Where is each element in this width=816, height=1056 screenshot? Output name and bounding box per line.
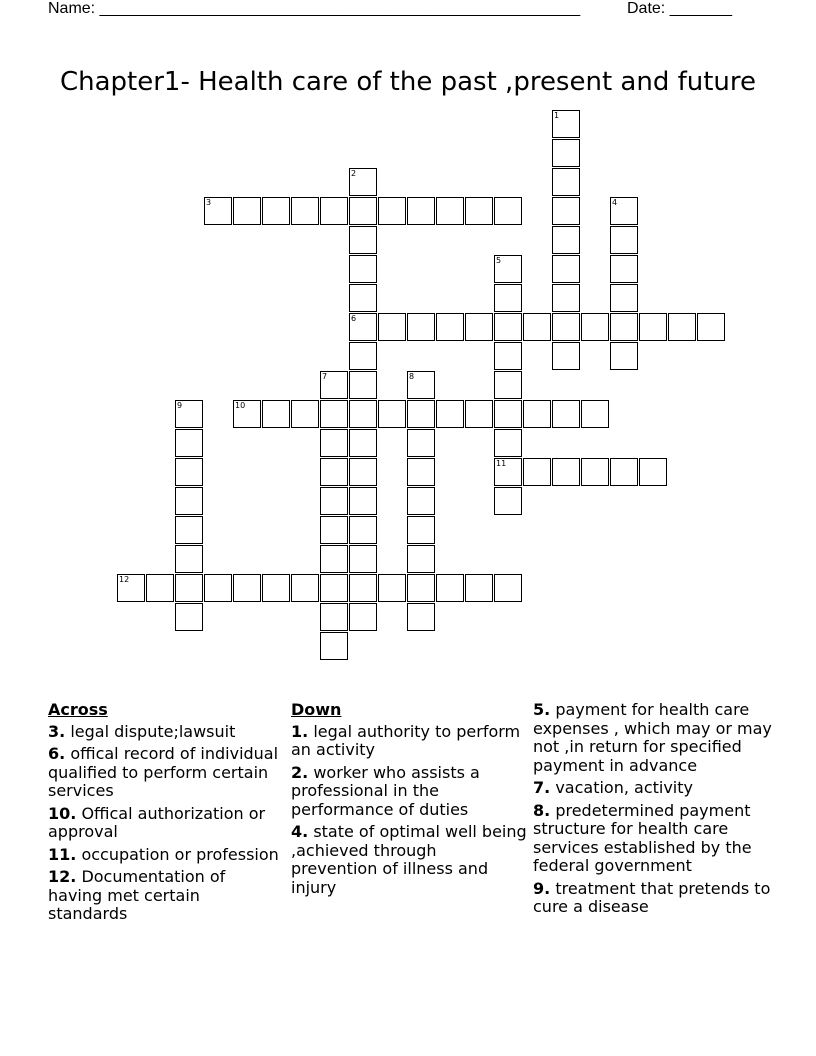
grid-cell[interactable] [436, 197, 464, 225]
grid-cell[interactable] [204, 574, 232, 602]
grid-cell[interactable] [552, 284, 580, 312]
grid-cell[interactable] [494, 400, 522, 428]
grid-cell[interactable] [320, 487, 348, 515]
grid-cell[interactable] [378, 400, 406, 428]
clue-text: treatment that pretends to cure a disease [533, 878, 771, 916]
grid-cell[interactable] [320, 371, 348, 399]
grid-cell[interactable] [291, 197, 319, 225]
grid-cell[interactable] [407, 458, 435, 486]
clue-text: occupation or profession [81, 844, 279, 864]
clue-number-label: 4 [612, 198, 618, 207]
clue-number-label: 1 [554, 111, 560, 120]
clue-text: predetermined payment structure for health care services established by the federal government [533, 800, 752, 875]
clue-number: 2. [291, 762, 309, 782]
grid-cell[interactable] [320, 574, 348, 602]
grid-cell[interactable] [407, 429, 435, 457]
grid-cell[interactable] [610, 458, 638, 486]
grid-cell[interactable] [175, 545, 203, 573]
grid-cell[interactable] [349, 487, 377, 515]
across-clue-3 [48, 723, 284, 742]
grid-cell[interactable] [349, 400, 377, 428]
grid-cell[interactable] [233, 400, 261, 428]
grid-cell[interactable] [320, 197, 348, 225]
grid-cell[interactable] [523, 400, 551, 428]
across-clue-11 [48, 846, 284, 865]
grid-cell[interactable] [262, 574, 290, 602]
grid-cell[interactable] [407, 400, 435, 428]
grid-cell[interactable] [494, 487, 522, 515]
clue-number: 3. [48, 721, 66, 741]
down-clues-col-2 [533, 701, 773, 921]
grid-cell[interactable] [407, 313, 435, 341]
grid-cell[interactable] [581, 400, 609, 428]
grid-cell[interactable] [581, 458, 609, 486]
grid-cell[interactable] [349, 313, 377, 341]
clue-number-label: 8 [409, 372, 415, 381]
grid-cell[interactable] [175, 400, 203, 428]
grid-cell[interactable] [552, 400, 580, 428]
clue-number: 7. [533, 778, 551, 797]
across-clue-6 [48, 745, 284, 801]
clue-number: 8. [533, 800, 551, 820]
grid-cell[interactable] [697, 313, 725, 341]
grid-cell[interactable] [349, 458, 377, 486]
grid-cell[interactable] [552, 255, 580, 283]
grid-cell[interactable] [233, 197, 261, 225]
grid-cell[interactable] [175, 487, 203, 515]
grid-cell[interactable] [175, 429, 203, 457]
grid-cell[interactable] [494, 342, 522, 370]
grid-cell[interactable] [436, 400, 464, 428]
grid-cell[interactable] [581, 313, 609, 341]
grid-cell[interactable] [610, 313, 638, 341]
date-field-label: Date: _______ [627, 0, 732, 17]
grid-cell[interactable] [552, 168, 580, 196]
grid-cell[interactable] [407, 516, 435, 544]
grid-cell[interactable] [349, 545, 377, 573]
clue-number: 9. [533, 878, 551, 898]
grid-cell[interactable] [494, 574, 522, 602]
grid-cell[interactable] [204, 197, 232, 225]
clue-number: 12. [48, 867, 77, 886]
grid-cell[interactable] [610, 342, 638, 370]
grid-cell[interactable] [378, 197, 406, 225]
grid-cell[interactable] [146, 574, 174, 602]
clue-number: 4. [291, 822, 309, 841]
grid-cell[interactable] [465, 574, 493, 602]
clue-text: Documentation of having met certain standards [48, 867, 226, 923]
grid-cell[interactable] [349, 197, 377, 225]
grid-cell[interactable] [494, 313, 522, 341]
grid-cell[interactable] [552, 458, 580, 486]
grid-cell[interactable] [262, 197, 290, 225]
grid-cell[interactable] [552, 313, 580, 341]
grid-cell[interactable] [465, 313, 493, 341]
grid-cell[interactable] [494, 255, 522, 283]
clue-number: 6. [48, 744, 66, 763]
grid-cell[interactable] [639, 313, 667, 341]
grid-cell[interactable] [494, 371, 522, 399]
grid-cell[interactable] [610, 197, 638, 225]
clue-number-label: 7 [322, 372, 328, 381]
grid-cell[interactable] [610, 284, 638, 312]
grid-cell[interactable] [436, 574, 464, 602]
clue-number-label: 3 [206, 198, 212, 207]
grid-cell[interactable] [465, 197, 493, 225]
grid-cell[interactable] [552, 139, 580, 167]
grid-cell[interactable] [320, 632, 348, 660]
grid-cell[interactable] [378, 313, 406, 341]
grid-cell[interactable] [552, 197, 580, 225]
grid-cell[interactable] [349, 284, 377, 312]
grid-cell[interactable] [494, 197, 522, 225]
clue-number: 11. [48, 844, 77, 864]
grid-cell[interactable] [494, 284, 522, 312]
grid-cell[interactable] [262, 400, 290, 428]
grid-cell[interactable] [523, 313, 551, 341]
grid-cell[interactable] [320, 400, 348, 428]
grid-cell[interactable] [349, 255, 377, 283]
grid-cell[interactable] [349, 429, 377, 457]
clue-number-label: 6 [351, 314, 357, 323]
grid-cell[interactable] [349, 226, 377, 254]
grid-cell[interactable] [610, 226, 638, 254]
clue-number: 5. [533, 700, 551, 719]
grid-cell[interactable] [378, 574, 406, 602]
grid-cell[interactable] [320, 516, 348, 544]
grid-cell[interactable] [407, 487, 435, 515]
down-clue-8 [533, 802, 773, 876]
grid-cell[interactable] [610, 255, 638, 283]
clue-number-label: 2 [351, 169, 357, 178]
grid-cell[interactable] [349, 371, 377, 399]
grid-cell[interactable] [291, 400, 319, 428]
clue-text: payment for health care expenses , which may or may not ,in return for specified payment in advance [533, 700, 772, 775]
name-field-label: Name: ______________________________________________________ [48, 0, 581, 17]
clue-text: vacation, activity [555, 778, 693, 797]
grid-cell[interactable] [552, 226, 580, 254]
grid-cell[interactable] [291, 574, 319, 602]
grid-cell[interactable] [639, 458, 667, 486]
down-clue-1 [291, 723, 527, 760]
grid-cell[interactable] [552, 110, 580, 138]
grid-cell[interactable] [465, 400, 493, 428]
across-clue-12 [48, 868, 284, 924]
down-clues-col-1 [291, 701, 527, 901]
grid-cell[interactable] [436, 313, 464, 341]
down-clue-7 [533, 779, 773, 798]
grid-cell[interactable] [320, 545, 348, 573]
clue-text: Offical authorization or approval [48, 803, 266, 841]
across-heading: Across [48, 700, 108, 719]
grid-cell[interactable] [349, 168, 377, 196]
grid-cell[interactable] [407, 545, 435, 573]
down-heading: Down [291, 700, 342, 719]
clue-number: 10. [48, 803, 77, 823]
grid-cell[interactable] [233, 574, 261, 602]
grid-cell[interactable] [349, 603, 377, 631]
clue-number-label: 11 [496, 459, 507, 468]
grid-cell[interactable] [320, 429, 348, 457]
clue-text: offical record of individual qualified to perform certain services [48, 744, 279, 800]
clue-text: legal authority to perform an activity [291, 721, 521, 759]
clue-text: state of optimal well being ,achieved through prevention of illness and injury [291, 822, 527, 897]
grid-cell[interactable] [175, 574, 203, 602]
page-title: Chapter1- Health care of the past ,present and future [59, 67, 757, 98]
grid-cell[interactable] [494, 458, 522, 486]
clue-text: worker who assists a professional in the performance of duties [291, 762, 480, 819]
grid-cell[interactable] [320, 603, 348, 631]
down-clue-2 [291, 764, 527, 820]
grid-cell[interactable] [494, 429, 522, 457]
down-clue-9 [533, 880, 773, 917]
clue-number-label: 5 [496, 256, 502, 265]
grid-cell[interactable] [407, 603, 435, 631]
across-clue-10 [48, 805, 284, 842]
grid-cell[interactable] [175, 458, 203, 486]
grid-cell[interactable] [552, 342, 580, 370]
grid-cell[interactable] [349, 574, 377, 602]
down-clue-5 [533, 701, 773, 775]
clue-number-label: 10 [235, 401, 246, 410]
grid-cell[interactable] [668, 313, 696, 341]
grid-cell[interactable] [349, 516, 377, 544]
grid-cell[interactable] [175, 516, 203, 544]
grid-cell[interactable] [175, 603, 203, 631]
grid-cell[interactable] [349, 342, 377, 370]
clue-number: 1. [291, 721, 309, 741]
grid-cell[interactable] [407, 574, 435, 602]
grid-cell[interactable] [320, 458, 348, 486]
grid-cell[interactable] [407, 197, 435, 225]
down-clue-4 [291, 823, 527, 897]
grid-cell[interactable] [407, 371, 435, 399]
clue-number-label: 12 [119, 575, 130, 584]
grid-cell[interactable] [117, 574, 145, 602]
grid-cell[interactable] [523, 458, 551, 486]
clue-number-label: 9 [177, 401, 183, 410]
clue-text: legal dispute;lawsuit [70, 721, 236, 741]
across-clues [48, 701, 284, 928]
